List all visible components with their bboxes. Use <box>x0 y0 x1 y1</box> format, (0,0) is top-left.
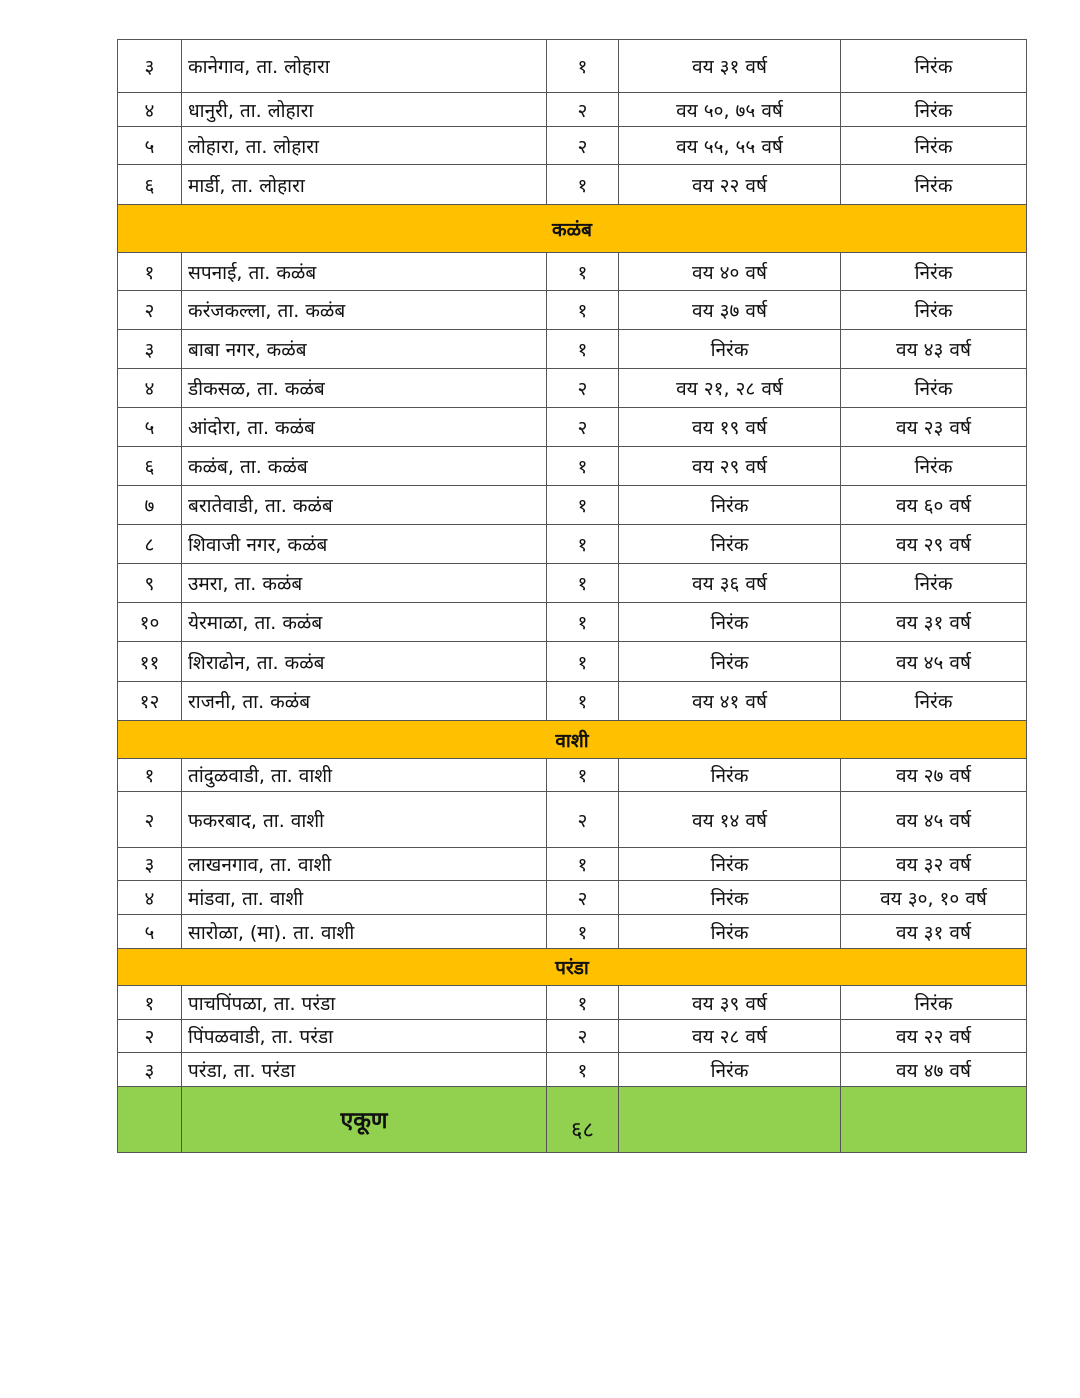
count-cell: १ <box>547 682 619 721</box>
serial-number-cell: ११ <box>118 642 182 682</box>
serial-number-cell: ३ <box>118 330 182 369</box>
age-column-b-cell: वय २९ वर्ष <box>841 525 1027 564</box>
count-cell: १ <box>547 986 619 1020</box>
age-column-a-cell: वय ३६ वर्ष <box>619 564 841 603</box>
age-column-b-cell: निरंक <box>841 682 1027 721</box>
village-name-cell: कानेगाव, ता. लोहारा <box>182 40 547 93</box>
count-cell: १ <box>547 330 619 369</box>
total-label: एकूण <box>182 1087 547 1153</box>
table-row <box>118 369 1027 408</box>
total-row <box>118 1087 1027 1153</box>
village-name-cell: लाखनगाव, ता. वाशी <box>182 848 547 881</box>
serial-number-cell: २ <box>118 792 182 848</box>
count-cell: १ <box>547 486 619 525</box>
age-column-b-cell: वय २३ वर्ष <box>841 408 1027 447</box>
table-row <box>118 408 1027 447</box>
count-cell: २ <box>547 792 619 848</box>
village-name-cell: येरमाळा, ता. कळंब <box>182 603 547 642</box>
age-column-b-cell: वय ३२ वर्ष <box>841 848 1027 881</box>
serial-number-cell: १ <box>118 986 182 1020</box>
village-name-cell: मार्डी, ता. लोहारा <box>182 165 547 205</box>
age-column-b-cell: निरंक <box>841 986 1027 1020</box>
table-row <box>118 792 1027 848</box>
section-title: कळंब <box>118 205 1027 253</box>
section-header-row <box>118 205 1027 253</box>
table-row <box>118 525 1027 564</box>
cases-table <box>117 39 1027 1153</box>
age-column-b-cell: निरंक <box>841 564 1027 603</box>
age-column-b-cell: निरंक <box>841 447 1027 486</box>
count-cell: १ <box>547 40 619 93</box>
village-name-cell: फकरबाद, ता. वाशी <box>182 792 547 848</box>
age-column-a-cell: वय ४० वर्ष <box>619 253 841 291</box>
count-cell: २ <box>547 127 619 165</box>
count-cell: १ <box>547 848 619 881</box>
serial-number-cell: ८ <box>118 525 182 564</box>
age-column-a-cell: वय २९ वर्ष <box>619 447 841 486</box>
village-name-cell: सपनाई, ता. कळंब <box>182 253 547 291</box>
table-row <box>118 330 1027 369</box>
age-column-a-cell: वय २८ वर्ष <box>619 1020 841 1053</box>
serial-number-cell: ५ <box>118 408 182 447</box>
village-name-cell: लोहारा, ता. लोहारा <box>182 127 547 165</box>
age-column-a-cell: वय ५५, ५५ वर्ष <box>619 127 841 165</box>
count-cell: १ <box>547 915 619 949</box>
count-cell: १ <box>547 759 619 792</box>
total-empty-cell <box>619 1087 841 1153</box>
village-name-cell: राजनी, ता. कळंब <box>182 682 547 721</box>
section-title: परंडा <box>118 949 1027 986</box>
age-column-a-cell: वय १९ वर्ष <box>619 408 841 447</box>
serial-number-cell: ४ <box>118 369 182 408</box>
table-row <box>118 93 1027 127</box>
table-row <box>118 165 1027 205</box>
count-cell: २ <box>547 408 619 447</box>
serial-number-cell: ३ <box>118 848 182 881</box>
count-cell: १ <box>547 447 619 486</box>
age-column-a-cell: निरंक <box>619 603 841 642</box>
total-value: ६८ <box>547 1087 619 1153</box>
age-column-b-cell: वय ६० वर्ष <box>841 486 1027 525</box>
age-column-a-cell: निरंक <box>619 330 841 369</box>
count-cell: १ <box>547 1053 619 1087</box>
village-name-cell: करंजकल्ला, ता. कळंब <box>182 291 547 330</box>
age-column-a-cell: निरंक <box>619 642 841 682</box>
age-column-a-cell: वय ३१ वर्ष <box>619 40 841 93</box>
section-header-row <box>118 949 1027 986</box>
count-cell: १ <box>547 642 619 682</box>
village-name-cell: डीकसळ, ता. कळंब <box>182 369 547 408</box>
table-row <box>118 915 1027 949</box>
count-cell: १ <box>547 253 619 291</box>
age-column-a-cell: निरंक <box>619 881 841 915</box>
cases-table-body <box>118 40 1027 1153</box>
count-cell: २ <box>547 1020 619 1053</box>
age-column-b-cell: निरंक <box>841 165 1027 205</box>
serial-number-cell: ५ <box>118 127 182 165</box>
serial-number-cell: ३ <box>118 40 182 93</box>
serial-number-cell: ६ <box>118 165 182 205</box>
age-column-a-cell: वय ३९ वर्ष <box>619 986 841 1020</box>
table-row <box>118 848 1027 881</box>
village-name-cell: बरातेवाडी, ता. कळंब <box>182 486 547 525</box>
village-name-cell: मांडवा, ता. वाशी <box>182 881 547 915</box>
total-empty-cell <box>841 1087 1027 1153</box>
serial-number-cell: १२ <box>118 682 182 721</box>
count-cell: १ <box>547 564 619 603</box>
serial-number-cell: ७ <box>118 486 182 525</box>
serial-number-cell: १ <box>118 253 182 291</box>
serial-number-cell: २ <box>118 1020 182 1053</box>
serial-number-cell: ९ <box>118 564 182 603</box>
age-column-b-cell: वय ४५ वर्ष <box>841 792 1027 848</box>
table-row <box>118 642 1027 682</box>
total-empty-cell <box>118 1087 182 1153</box>
section-title: वाशी <box>118 721 1027 759</box>
village-name-cell: धानुरी, ता. लोहारा <box>182 93 547 127</box>
serial-number-cell: १० <box>118 603 182 642</box>
table-row <box>118 447 1027 486</box>
age-column-b-cell: वय ३१ वर्ष <box>841 915 1027 949</box>
age-column-a-cell: वय ५०, ७५ वर्ष <box>619 93 841 127</box>
age-column-b-cell: निरंक <box>841 93 1027 127</box>
village-name-cell: आंदोरा, ता. कळंब <box>182 408 547 447</box>
age-column-a-cell: निरंक <box>619 1053 841 1087</box>
count-cell: १ <box>547 525 619 564</box>
table-row <box>118 564 1027 603</box>
age-column-b-cell: वय २७ वर्ष <box>841 759 1027 792</box>
village-name-cell: परंडा, ता. परंडा <box>182 1053 547 1087</box>
serial-number-cell: ४ <box>118 93 182 127</box>
serial-number-cell: ५ <box>118 915 182 949</box>
age-column-a-cell: निरंक <box>619 915 841 949</box>
count-cell: १ <box>547 291 619 330</box>
serial-number-cell: ६ <box>118 447 182 486</box>
age-column-a-cell: वय २२ वर्ष <box>619 165 841 205</box>
table-row <box>118 682 1027 721</box>
village-name-cell: सारोळा, (मा). ता. वाशी <box>182 915 547 949</box>
age-column-b-cell: निरंक <box>841 291 1027 330</box>
table-row <box>118 486 1027 525</box>
count-cell: २ <box>547 369 619 408</box>
table-row <box>118 253 1027 291</box>
village-name-cell: बाबा नगर, कळंब <box>182 330 547 369</box>
age-column-a-cell: निरंक <box>619 525 841 564</box>
age-column-b-cell: वय ३०, १० वर्ष <box>841 881 1027 915</box>
table-row <box>118 759 1027 792</box>
village-name-cell: पाचपिंपळा, ता. परंडा <box>182 986 547 1020</box>
serial-number-cell: १ <box>118 759 182 792</box>
village-name-cell: उमरा, ता. कळंब <box>182 564 547 603</box>
village-name-cell: शिवाजी नगर, कळंब <box>182 525 547 564</box>
age-column-a-cell: निरंक <box>619 486 841 525</box>
table-row <box>118 291 1027 330</box>
age-column-b-cell: निरंक <box>841 253 1027 291</box>
age-column-b-cell: वय ४५ वर्ष <box>841 642 1027 682</box>
serial-number-cell: २ <box>118 291 182 330</box>
village-name-cell: शिराढोन, ता. कळंब <box>182 642 547 682</box>
age-column-b-cell: वय ३१ वर्ष <box>841 603 1027 642</box>
serial-number-cell: ४ <box>118 881 182 915</box>
table-row <box>118 1020 1027 1053</box>
age-column-a-cell: वय ४१ वर्ष <box>619 682 841 721</box>
section-header-row <box>118 721 1027 759</box>
table-row <box>118 127 1027 165</box>
age-column-b-cell: निरंक <box>841 369 1027 408</box>
age-column-b-cell: वय ४३ वर्ष <box>841 330 1027 369</box>
village-name-cell: तांदुळवाडी, ता. वाशी <box>182 759 547 792</box>
count-cell: १ <box>547 165 619 205</box>
village-name-cell: कळंब, ता. कळंब <box>182 447 547 486</box>
age-column-a-cell: निरंक <box>619 848 841 881</box>
age-column-b-cell: वय ४७ वर्ष <box>841 1053 1027 1087</box>
table-row <box>118 881 1027 915</box>
count-cell: १ <box>547 603 619 642</box>
age-column-a-cell: निरंक <box>619 759 841 792</box>
age-column-b-cell: निरंक <box>841 127 1027 165</box>
age-column-a-cell: वय १४ वर्ष <box>619 792 841 848</box>
age-column-a-cell: वय २१, २८ वर्ष <box>619 369 841 408</box>
table-row <box>118 1053 1027 1087</box>
table-row <box>118 603 1027 642</box>
table-row <box>118 40 1027 93</box>
table-row <box>118 986 1027 1020</box>
age-column-a-cell: वय ३७ वर्ष <box>619 291 841 330</box>
count-cell: २ <box>547 881 619 915</box>
count-cell: २ <box>547 93 619 127</box>
serial-number-cell: ३ <box>118 1053 182 1087</box>
village-name-cell: पिंपळवाडी, ता. परंडा <box>182 1020 547 1053</box>
age-column-b-cell: निरंक <box>841 40 1027 93</box>
age-column-b-cell: वय २२ वर्ष <box>841 1020 1027 1053</box>
